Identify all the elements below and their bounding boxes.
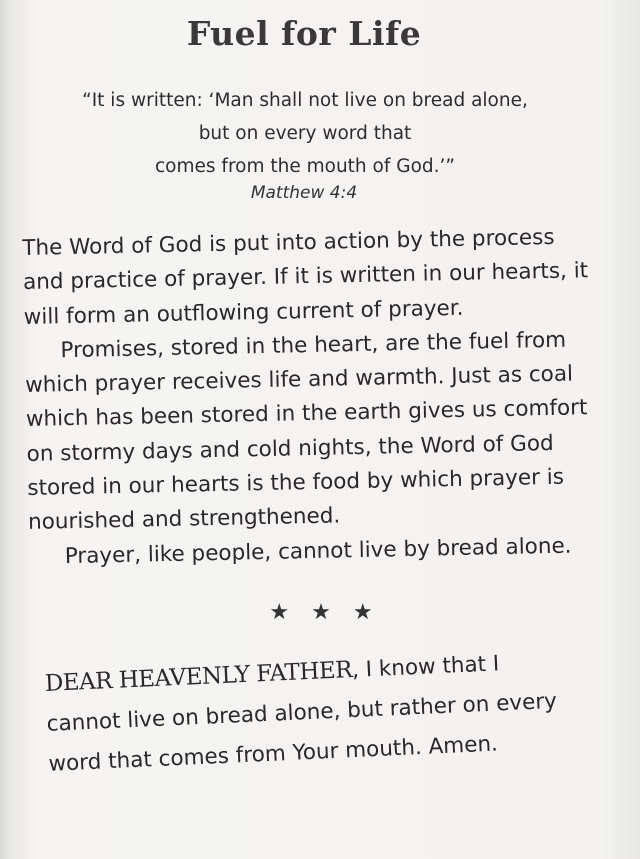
- prayer-line: cannot live on bread alone, but rather on every: [46, 688, 558, 737]
- body-line: nourished and strengthened.: [27, 503, 341, 536]
- body-line: which prayer receives life and warmth. Just as coal: [24, 361, 574, 399]
- body-line: and practice of prayer. If it is written in our hearts, it: [22, 258, 589, 296]
- scripture-verse: [0, 84, 610, 183]
- prayer-salutation: DEAR HEAVENLY FATHER: [44, 657, 353, 697]
- star-divider: ★★★: [269, 600, 395, 625]
- body-line: on stormy days and cold nights, the Word of God: [26, 430, 554, 467]
- verse-line: but on every word that: [198, 123, 412, 144]
- prayer-text: , I know that I: [351, 651, 500, 684]
- body-line: The Word of God is put into action by the process: [22, 224, 555, 261]
- body-line: Prayer, like people, cannot live by bread alone.: [64, 533, 572, 569]
- verse-reference: Matthew 4:4: [250, 183, 358, 203]
- body-line: which has been stored in the earth gives us comfort: [25, 395, 588, 433]
- closing-prayer: [44, 639, 609, 785]
- verse-line: “It is written: ‘Man shall not live on bread alone,: [82, 90, 528, 111]
- body-line: stored in our hearts is the food by which prayer is: [27, 464, 565, 502]
- devotional-body: [22, 219, 629, 574]
- body-line: will form an outflowing current of prayer.: [23, 295, 464, 330]
- page-title: Fuel for Life: [186, 14, 422, 53]
- prayer-line: word that comes from Your mouth. Amen.: [47, 731, 499, 777]
- verse-line: comes from the mouth of God.’”: [155, 156, 455, 177]
- body-line: Promises, stored in the heart, are the fuel from: [60, 327, 567, 364]
